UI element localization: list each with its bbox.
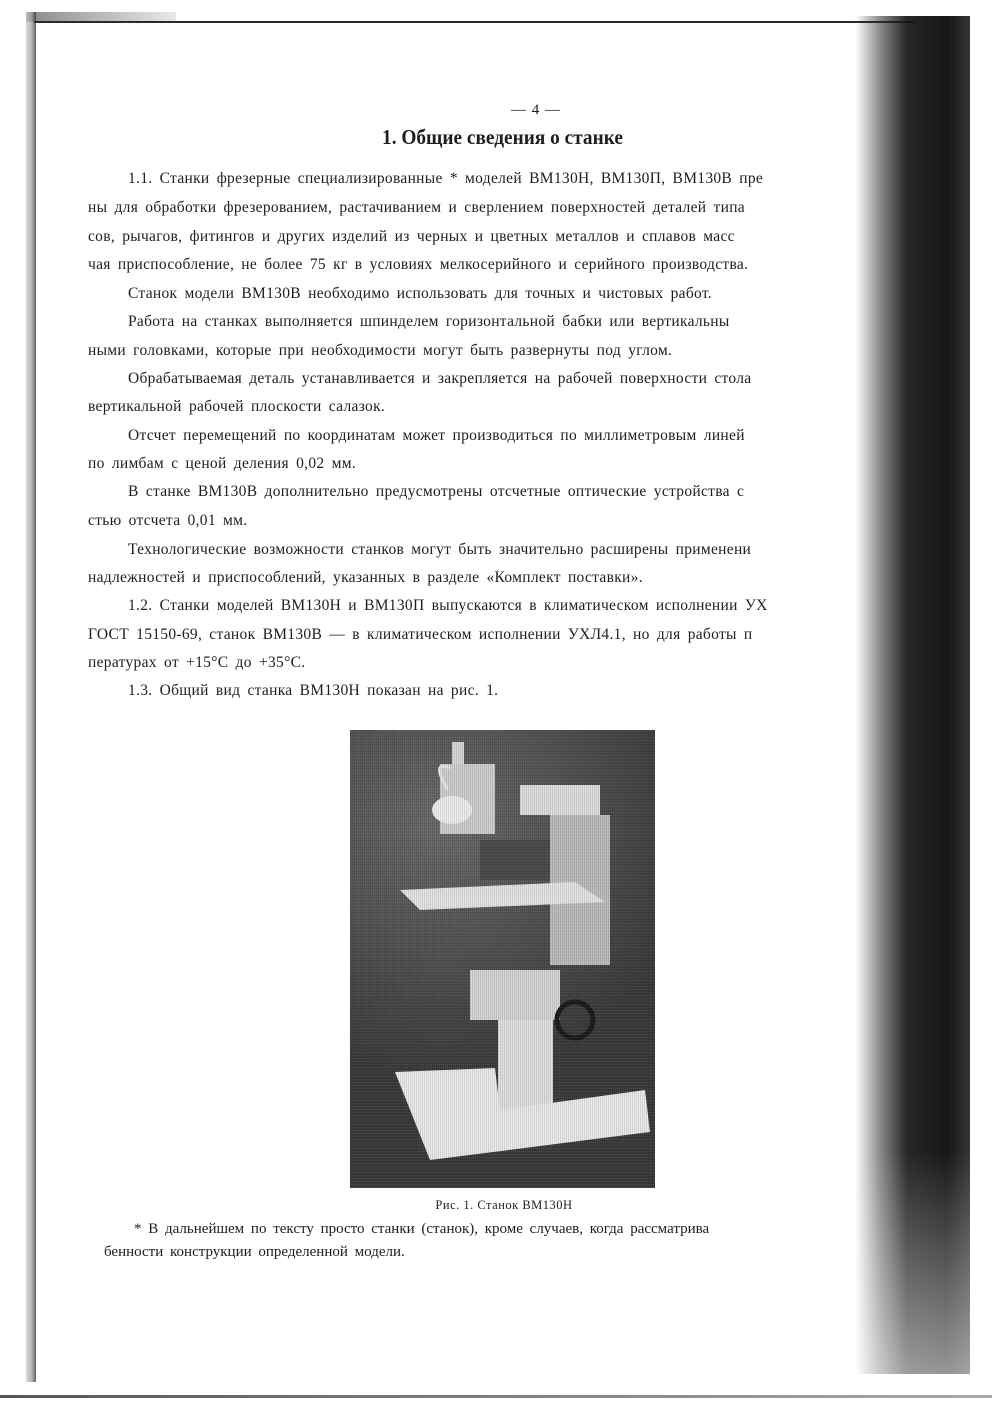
paragraph-line: вертикальной рабочей плоскости салазок. — [88, 398, 386, 415]
paragraph-line: ГОСТ 15150-69, станок ВМ130В — в климатическом исполнении УХЛ4.1, но для работы п — [88, 626, 753, 643]
photo-grain — [350, 730, 655, 1188]
milling-machine-photo — [350, 730, 655, 1188]
paragraph-line: Обрабатываемая деталь устанавливается и закрепляется на рабочей поверхности стола — [128, 370, 752, 387]
page-number: — 4 — — [511, 102, 561, 118]
page-border-top — [34, 21, 914, 23]
scan-edge-left — [26, 12, 36, 1382]
paragraph-line: пературах от +15°С до +35°С. — [88, 654, 306, 671]
scan-shadow-fade — [855, 1150, 970, 1375]
paragraph-line: В станке ВМ130В дополнительно предусмотрены отсчетные оптические устройства с — [128, 483, 745, 500]
page-border-bottom — [0, 1395, 992, 1398]
paragraph-line: Отсчет перемещений по координатам может производиться по миллиметровым линей — [128, 427, 745, 444]
paragraph-line: Работа на станках выполняется шпинделем горизонтальной бабки или вертикальны — [128, 313, 730, 330]
paragraph-line: по лимбам с ценой деления 0,02 мм. — [88, 455, 357, 472]
paragraph-line: надлежностей и приспособлений, указанных в разделе «Комплект поставки». — [88, 569, 643, 586]
paragraph-line: Станок модели ВМ130В необходимо использовать для точных и чистовых работ. — [128, 285, 712, 302]
paragraph-line: сов, рычагов, фитингов и других изделий из черных и цветных металлов и сплавов масс — [88, 228, 735, 245]
footnote-line: бенности конструкции определенной модели. — [104, 1244, 405, 1260]
footnote-line: * В дальнейшем по тексту просто станки (станок), кроме случаев, когда рассматрива — [134, 1221, 710, 1237]
figure-caption: Рис. 1. Станок ВМ130Н — [435, 1198, 573, 1212]
paragraph-line: чая приспособление, не более 75 кг в условиях мелкосерийного и серийного производства. — [88, 256, 749, 273]
paragraph-line: 1.1. Станки фрезерные специализированные * моделей ВМ130Н, ВМ130П, ВМ130В пре — [128, 170, 764, 187]
paragraph-line: 1.3. Общий вид станка ВМ130Н показан на рис. 1. — [128, 682, 499, 699]
paragraph-line: ны для обработки фрезерованием, растачиванием и сверлением поверхностей деталей типа — [88, 199, 745, 216]
section-title: 1. Общие сведения о станке — [382, 125, 623, 149]
paragraph-line: ными головками, которые при необходимости могут быть развернуты под углом. — [88, 342, 673, 359]
paragraph-line: 1.2. Станки моделей ВМ130Н и ВМ130П выпускаются в климатическом исполнении УХ — [128, 597, 768, 614]
paragraph-line: Технологические возможности станков могут быть значительно расширены применени — [128, 541, 752, 558]
paragraph-line: стью отсчета 0,01 мм. — [88, 512, 248, 529]
